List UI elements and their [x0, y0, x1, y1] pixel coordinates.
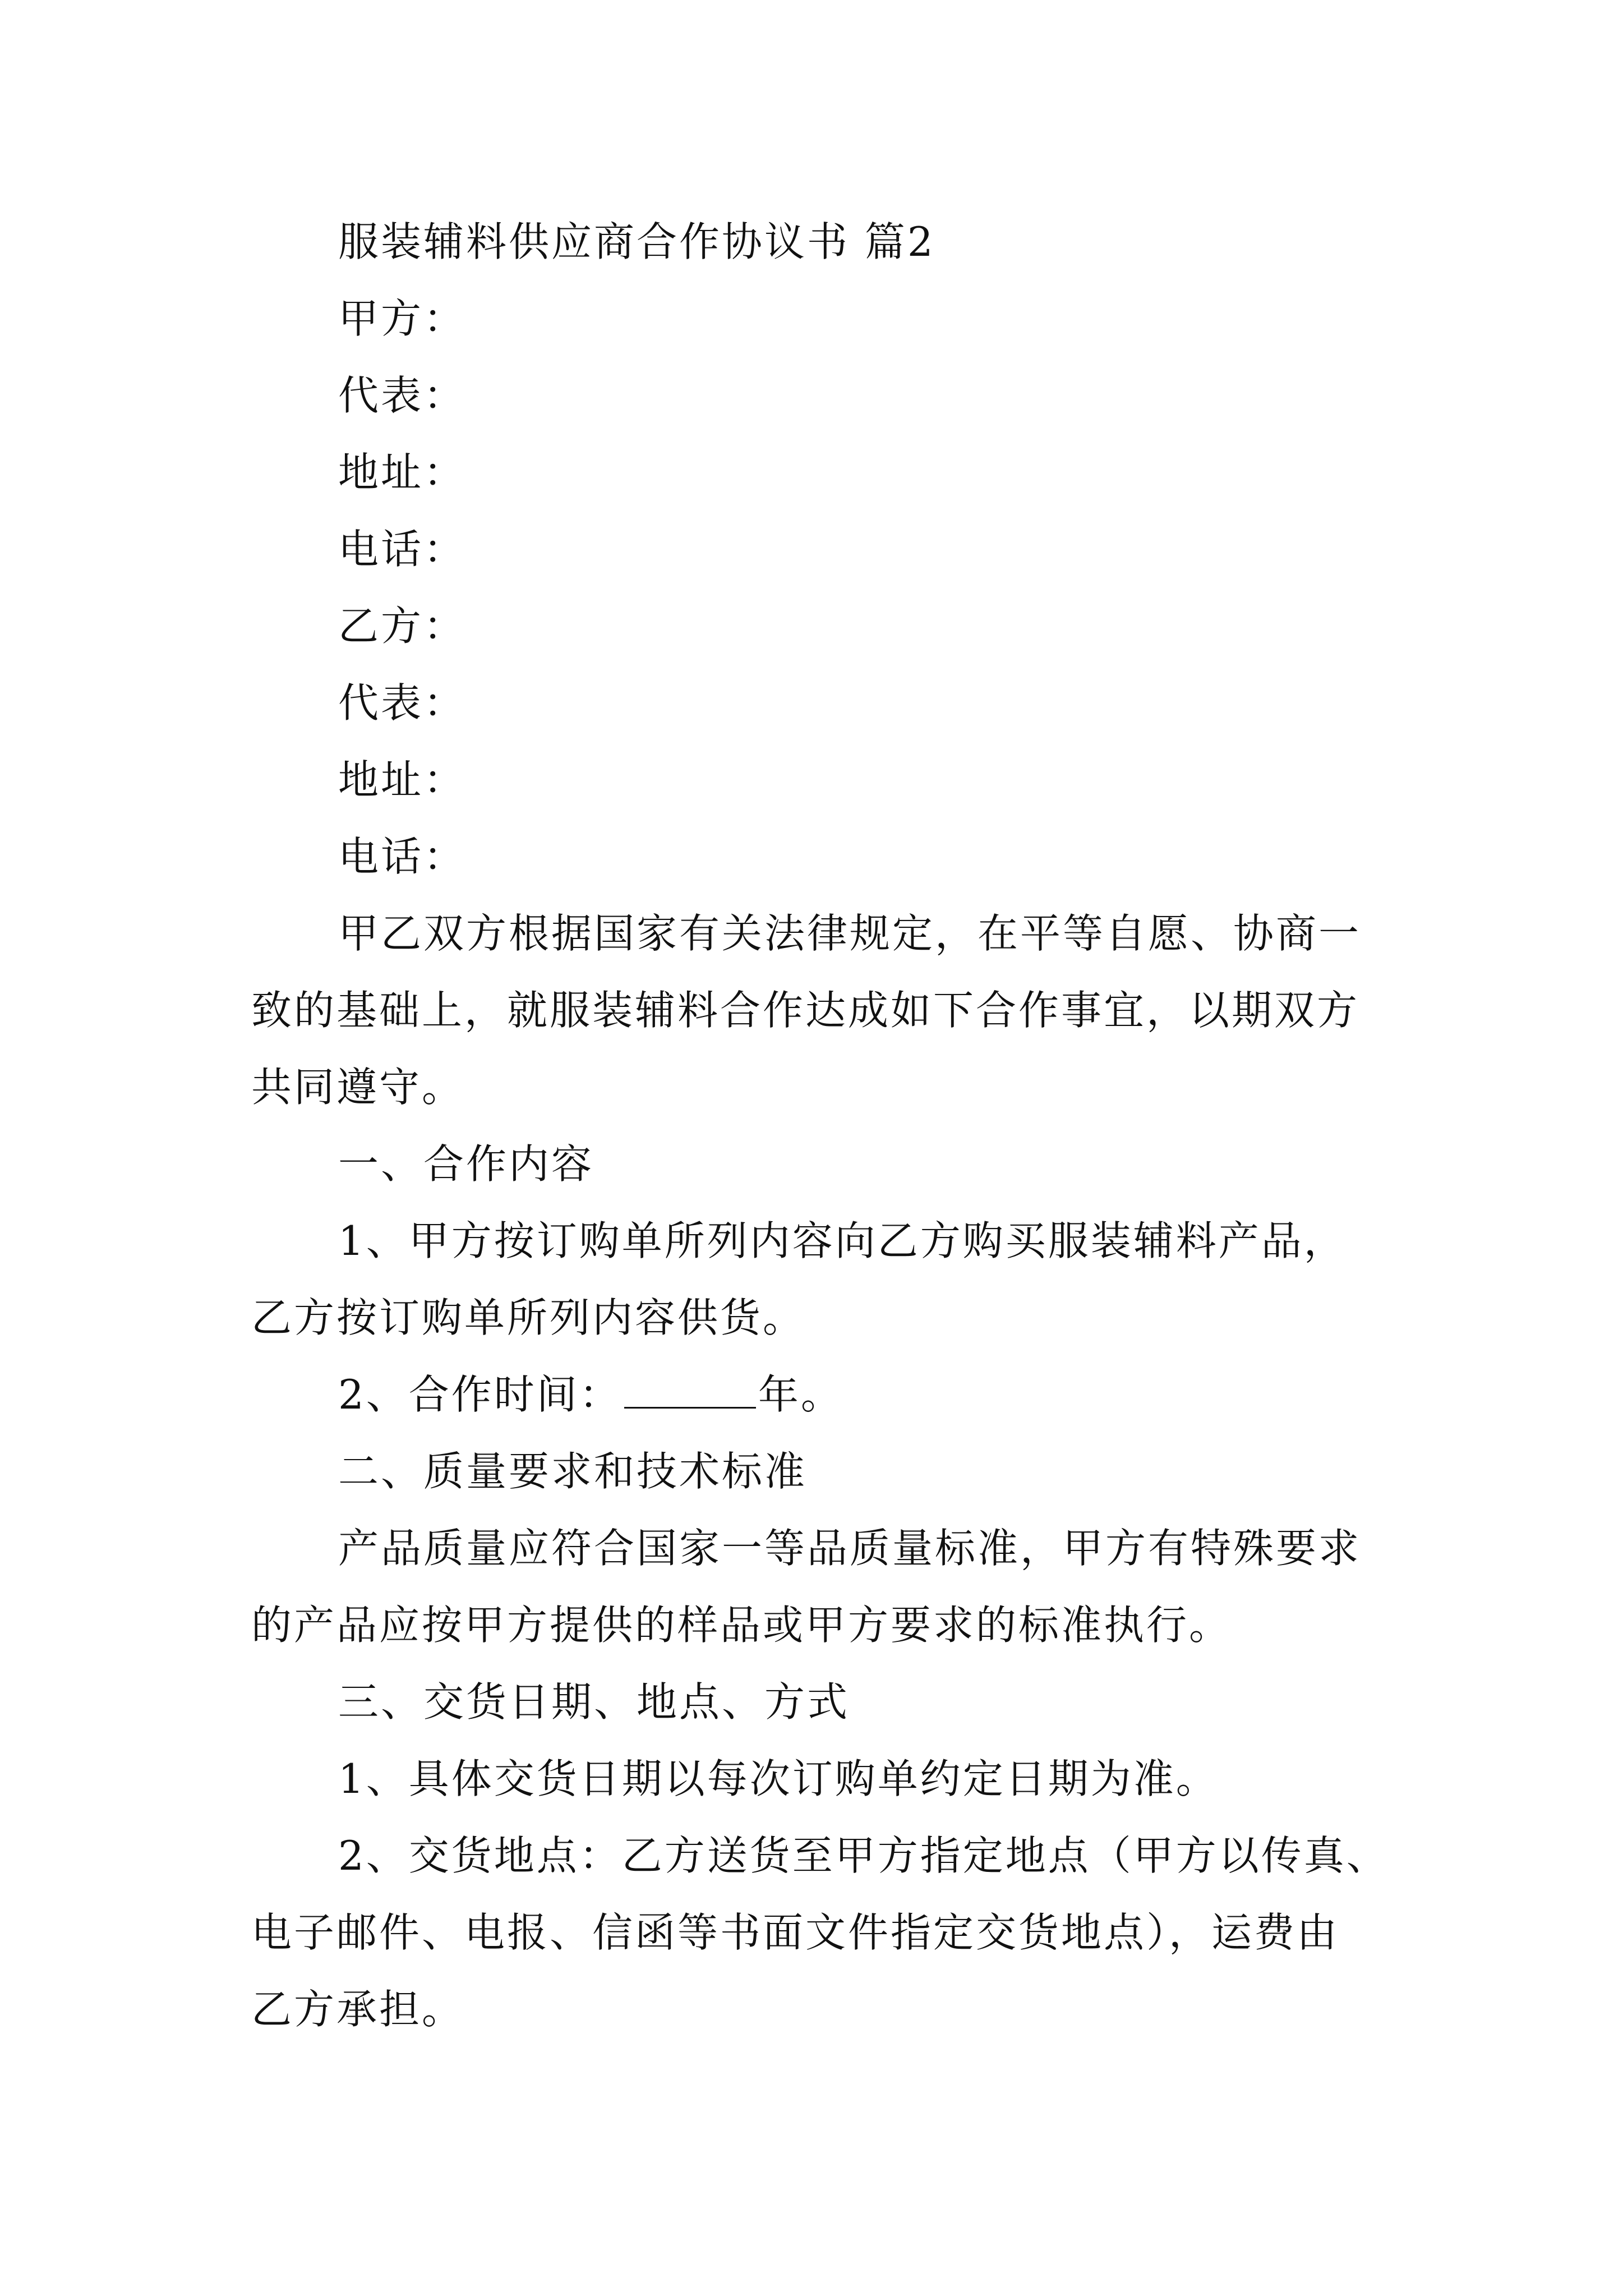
section-1-title: 一、合作内容: [338, 1140, 594, 1188]
section-1-item-1-line-1: 1、甲方按订购单所列内容向乙方购买服装辅料产品，: [338, 1217, 1347, 1264]
party-b-address-label: 地址：: [338, 756, 467, 803]
section-1-item-2-suffix: 年。: [758, 1371, 843, 1418]
section-2-paragraph-line-2: 的产品应按甲方提供的样品或甲方要求的标准执行。: [251, 1602, 1232, 1649]
party-a-address-label: 地址：: [338, 449, 467, 496]
party-b-phone-label: 电话：: [338, 833, 467, 880]
party-a-rep-label: 代表：: [338, 372, 467, 419]
document-title: 服装辅料供应商合作协议书 篇2: [338, 218, 935, 265]
section-3-item-2-line-1: 2、交货地点：乙方送货至甲方指定地点（甲方以传真、: [338, 1832, 1389, 1879]
section-3-item-2-line-2: 电子邮件、电报、信函等书面文件指定交货地点），运费由: [251, 1909, 1340, 1956]
party-a-label: 甲方：: [338, 295, 467, 342]
section-1-item-2-prefix: 2、合作时间：: [338, 1371, 622, 1418]
section-3-item-2-line-3: 乙方承担。: [251, 1986, 465, 2033]
section-3-title: 三、交货日期、地点、方式: [338, 1678, 850, 1726]
intro-line-3: 共同遵守。: [251, 1064, 465, 1111]
section-2-title: 二、质量要求和技术标准: [338, 1448, 808, 1495]
blank-line: [624, 1406, 756, 1409]
party-a-phone-label: 电话：: [338, 526, 467, 573]
section-2-paragraph-line-1: 产品质量应符合国家一等品质量标准，甲方有特殊要求: [338, 1525, 1362, 1572]
intro-line-2: 致的基础上，就服装辅料合作达成如下合作事宜，以期双方: [251, 987, 1360, 1034]
party-b-rep-label: 代表：: [338, 679, 467, 726]
section-1-item-2: [338, 1371, 843, 1418]
section-3-item-1: 1、具体交货日期以每次订购单约定日期为准。: [338, 1755, 1219, 1802]
party-b-label: 乙方：: [338, 602, 467, 650]
section-1-item-1-line-2: 乙方按订购单所列内容供货。: [251, 1294, 806, 1341]
intro-line-1: 甲乙双方根据国家有关法律规定，在平等自愿、协商一: [338, 910, 1362, 957]
